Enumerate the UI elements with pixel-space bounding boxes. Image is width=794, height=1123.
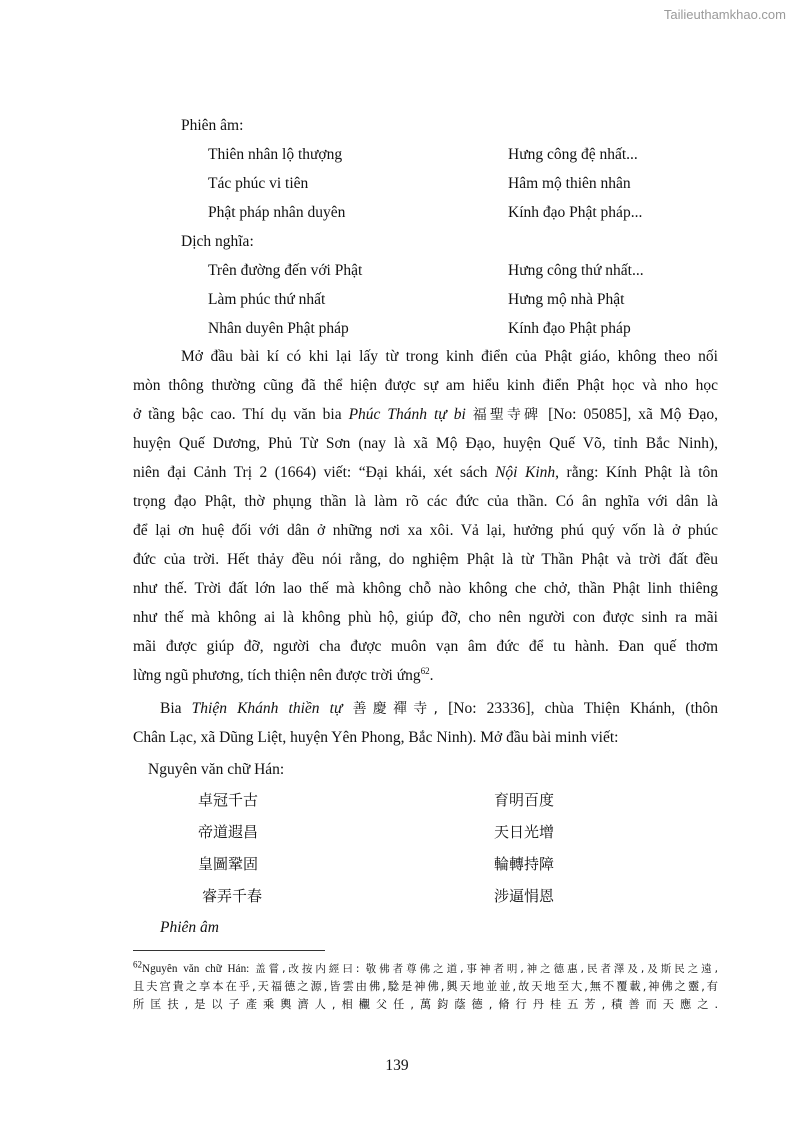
- footnote-line: 所匡扶,是以子產乘輿濟人,相欟父任,萬鈞蔭德,脩行丹桂五芳,積善而天應之.: [133, 998, 718, 1011]
- han-title: 福聖寺碑: [472, 407, 542, 423]
- text-span: Bia: [160, 700, 182, 717]
- text-span: niên đại Cảnh Trị 2 (1664) viết: “Đại khái, xét sách: [133, 464, 488, 481]
- han-verse-right: 育明百度: [494, 791, 555, 809]
- text-span: ở tầng bậc cao. Thí dụ văn bia: [133, 406, 342, 423]
- footnote-ref[interactable]: 62: [420, 665, 430, 676]
- han-verse-right: 天日光增: [494, 823, 555, 841]
- verse-right: Hưng mộ nhà Phật: [508, 291, 625, 308]
- watermark: Tailieuthamkhao.com: [663, 7, 786, 22]
- footnote-number: 62: [133, 959, 142, 970]
- page-number: 139: [385, 1057, 409, 1074]
- verse-right: Hâm mộ thiên nhân: [508, 175, 631, 192]
- han-verse-left: 卓冠千古: [198, 791, 259, 809]
- phien-am-label: Phiên âm:: [181, 117, 244, 134]
- italic-title: Phúc Thánh tự bi: [348, 406, 466, 423]
- text-span: , rằng: Kính Phật là tôn: [555, 464, 718, 481]
- verse-right: Kính đạo Phật pháp...: [508, 204, 643, 221]
- paragraph-line: Mở đầu bài kí có khi lại lấy từ trong kinh điển của Phật giáo, không theo nối: [181, 348, 718, 365]
- paragraph-line: Chân Lạc, xã Dũng Liệt, huyện Yên Phong, Bắc Ninh). Mở đầu bài minh viết:: [133, 729, 619, 746]
- paragraph-line: đức của trời. Hết thảy đều nói rằng, do nghiệm Phật là từ Thần Phật và trời đất đều: [133, 551, 718, 568]
- phien-am-label: Phiên âm: [160, 919, 219, 936]
- paragraph-line: để lại ơn huệ đối với dân ở những nơi xa xôi. Vả lại, hưởng phú quý vốn là ở phúc: [133, 522, 718, 539]
- paragraph-line: [133, 666, 434, 686]
- paragraph-line: trọng đạo Phật, thờ phụng thần là làm rõ các đức của thần. Có ân nghĩa với dân là: [133, 493, 718, 510]
- verse-left: Thiên nhân lộ thượng: [208, 146, 343, 163]
- paragraph-line: [133, 405, 718, 425]
- han-verse-right: 輪轉持障: [494, 855, 555, 873]
- verse-left: Trên đường đến với Phật: [208, 262, 363, 279]
- han-verse-left: 帝道遐昌: [198, 823, 259, 841]
- italic-title: Nội Kinh: [495, 464, 556, 481]
- verse-right: Kính đạo Phật pháp: [508, 320, 631, 337]
- verse-left: Làm phúc thứ nhất: [208, 291, 326, 308]
- han-verse-left: 皇圖鞏固: [198, 855, 259, 873]
- han-label: Nguyên văn chữ Hán:: [148, 761, 285, 778]
- italic-title: Thiện Khánh thiền tự: [191, 700, 343, 717]
- paragraph-line: mòn thông thường cũng đã thể hiện được sự am hiểu kinh điển Phật học và nho học: [133, 377, 718, 394]
- dich-nghia-label: Dịch nghĩa:: [181, 233, 254, 250]
- footnote-line: [133, 960, 718, 978]
- verse-right: Hưng công thứ nhất...: [508, 262, 644, 279]
- paragraph-line: [160, 699, 718, 719]
- paragraph-line: huyện Quế Dương, Phủ Từ Sơn (nay là xã Mộ Đạo, huyện Quế Võ, tỉnh Bắc Ninh),: [133, 435, 718, 452]
- verse-left: Tác phúc vi tiên: [208, 175, 309, 192]
- verse-right: Hưng công đệ nhất...: [508, 146, 638, 163]
- verse-left: Nhân duyên Phật pháp: [208, 320, 349, 337]
- han-title: 善慶禪寺,: [352, 701, 439, 717]
- text-span: .: [429, 667, 434, 684]
- verse-left: Phật pháp nhân duyên: [208, 204, 346, 221]
- footnote-label: Nguyên văn chữ Hán:: [142, 963, 250, 975]
- han-verse-left: 睿弄千春: [202, 887, 263, 905]
- text-span: lừng ngũ phương, tích thiện nên được trời ứng: [133, 667, 421, 684]
- text-span: [No: 05085], xã Mộ Đạo,: [548, 406, 719, 423]
- paragraph-line: [133, 463, 718, 483]
- han-verse-right: 涉逼悁恩: [494, 887, 555, 905]
- paragraph-line: mãi được giúp đỡ, người cha được muôn vạn âm đức để tu hành. Đan quế thơm: [133, 638, 718, 655]
- text-span: [No: 23336], chùa Thiện Khánh, (thôn: [448, 700, 719, 717]
- paragraph-line: như thế. Trời đất lớn lao thế mà không chỗ nào không che chở, thần Phật linh thiêng: [133, 580, 718, 597]
- footnote-han: 盖嘗,改按内經曰: 敬佛者尊佛之道,事神者明,神之德惠,民者澤及,及斯民之遠,: [255, 963, 718, 975]
- paragraph-line: như thế mà không ai là không phù hộ, giúp đỡ, cho nên người con được sinh ra mãi: [133, 609, 718, 626]
- footnote-line: 且夫宫貴之享本在乎,天福德之源,皆雲由佛,騐是神佛,興天地並並,故天地至大,無不覆載,神佛之靈,有: [133, 980, 718, 993]
- footnote-divider: [133, 950, 325, 951]
